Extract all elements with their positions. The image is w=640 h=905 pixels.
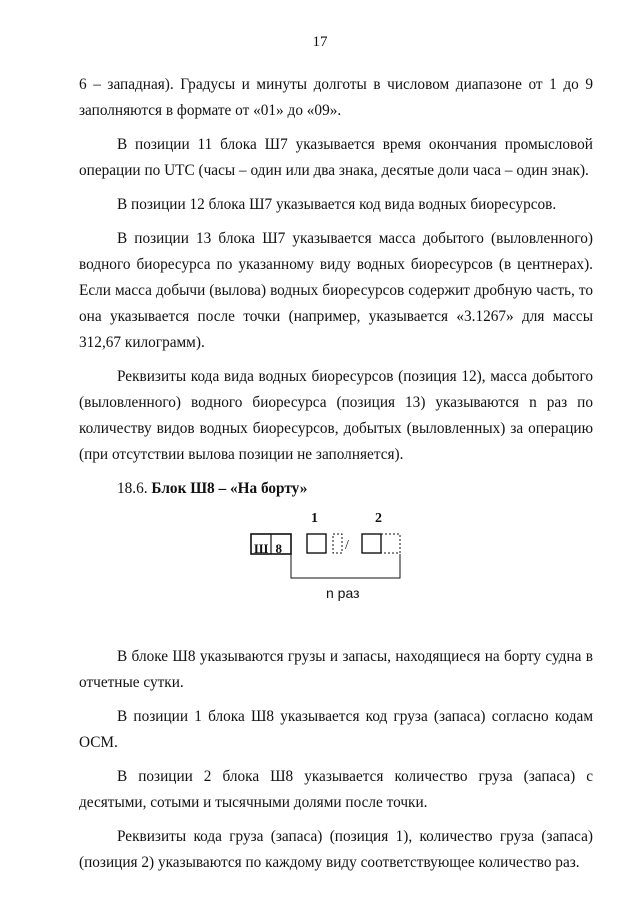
paragraph-2: В позиции 11 блока Ш7 указывается время окончания промысловой операции по UTC (часы – один или два знака, десятые доли часа – один знак). [79,136,593,179]
position-1-box [307,534,326,553]
block-diagram [79,506,593,624]
section-number: 18.6. [117,480,148,497]
repeat-label: n раз [326,585,360,601]
paragraph-5: Реквизиты кода вида водных биоресурсов (позиция 12), масса добытого (выловленного) водного биоресурса (позиция 13) указываются n раз по количеству видов водных биоресурсов, добытых (выловленных) за операцию (при отсутствии вылова позиции не заполняется). [79,368,593,463]
position-2-extra-box [381,534,400,553]
paragraph-8: В позиции 2 блока Ш8 указывается количество груза (запаса) с десятыми, сотыми и тысячными долями после точки. [79,768,593,811]
paragraph-3: В позиции 12 блока Ш7 указывается код вида водных биоресурсов. [117,196,557,213]
page-number: 17 [312,34,328,50]
position-label-1: 1 [311,511,318,526]
position-1-extra-box [333,534,342,553]
position-label-2: 2 [375,511,382,526]
position-separator: / [345,538,349,553]
paragraph-7: В позиции 1 блока Ш8 указывается код груза (запаса) согласно кодам ОСМ. [79,708,593,751]
block-code: Ш 8 [254,541,285,556]
paragraph-6: В блоке Ш8 указываются грузы и запасы, находящиеся на борту судна в отчетные сутки. [79,648,593,691]
section-title: Блок Ш8 – «На борту» [151,480,308,497]
paragraph-9: Реквизиты кода груза (запаса) (позиция 1), количество груза (запаса) (позиция 2) указываются по каждому виду соответствующее количество раз. [79,828,593,871]
paragraph-4: В позиции 13 блока Ш7 указывается масса добытого (выловленного) водного биоресурса по указанному виду водных биоресурсов (в центнерах). Если масса добычи (вылова) водных биоресурсов содержит дробную часть, то она указывается после точки (например, указывается «3.1267» для массы 312,67 килограмм). [79,230,593,351]
section-heading [79,476,593,502]
paragraph-1: 6 – западная). Градусы и минуты долготы в числовом диапазоне от 1 до 9 заполняются в формате от «01» до «09». [79,76,593,119]
document-body [79,72,593,884]
block-structure-graphic [79,506,439,624]
position-2-box [362,534,381,553]
